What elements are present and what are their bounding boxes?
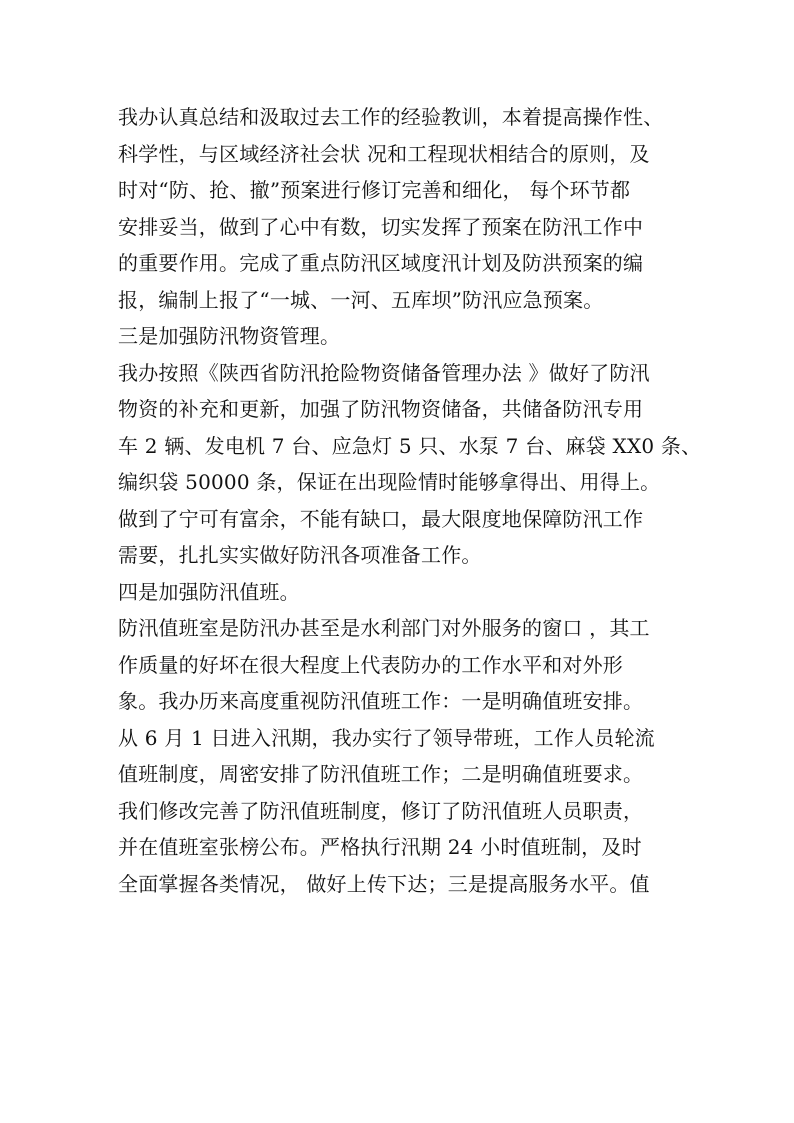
text-line: 我办认真总结和汲取过去工作的经验教训，本着提高操作性、	[118, 105, 664, 129]
text-line: 全面掌握各类情况， 做好上传下达；三是提高服务水平。值	[118, 871, 650, 896]
text-line: 作质量的好坏在很大程度上代表防办的工作水平和对外形	[118, 652, 623, 677]
text-line: 车 2 辆、发电机 7 台、应急灯 5 只、水泵 7 台、麻袋 XX0 条、	[118, 433, 702, 458]
document-body	[118, 99, 708, 902]
text-line: 时对“防、抢、撤”预案进行修订完善和细化， 每个环节都	[118, 178, 631, 202]
section-heading: 三是加强防汛物资管理。	[118, 324, 341, 348]
text-line: 值班制度，周密安排了防汛值班工作；二是明确值班要求。	[118, 762, 644, 786]
text-line: 我们修改完善了防汛值班制度，修订了防汛值班人员职责，	[118, 798, 644, 823]
text-line: 科学性，与区域经济社会状 况和工程现状相结合的原则，及	[118, 141, 650, 166]
section-heading: 四是加强防汛值班。	[118, 579, 300, 604]
text-line: 的重要作用。完成了重点防汛区域度汛计划及防洪预案的编	[118, 251, 644, 275]
text-line: 从 6 月 1 日进入汛期，我办实行了领导带班，工作人员轮流	[118, 725, 655, 750]
text-line: 安排妥当，做到了心中有数，切实发挥了预案在防汛工作中	[118, 214, 644, 239]
text-line: 需要，扎扎实实做好防汛各项准备工作。	[118, 543, 482, 567]
text-line: 并在值班室张榜公布。严格执行汛期 24 小时值班制，及时	[118, 835, 642, 859]
text-line: 报，编制上报了“一城、一河、五库坝”防汛应急预案。	[118, 287, 604, 312]
text-line: 防汛值班室是防汛办甚至是水利部门对外服务的窗口 ，其工	[118, 616, 650, 640]
text-line: 物资的补充和更新，加强了防汛物资储备，共储备防汛专用	[118, 397, 644, 421]
text-line: 编织袋 50000 条，保证在出现险情时能够拿得出、用得上。	[118, 470, 661, 494]
text-line: 做到了宁可有富余，不能有缺口，最大限度地保障防汛工作	[118, 506, 644, 531]
text-line: 我办按照《陕西省防汛抢险物资储备管理办法 》做好了防汛	[118, 360, 650, 385]
text-line: 象。我办历来高度重视防汛值班工作：一是明确值班安排。	[118, 689, 644, 713]
